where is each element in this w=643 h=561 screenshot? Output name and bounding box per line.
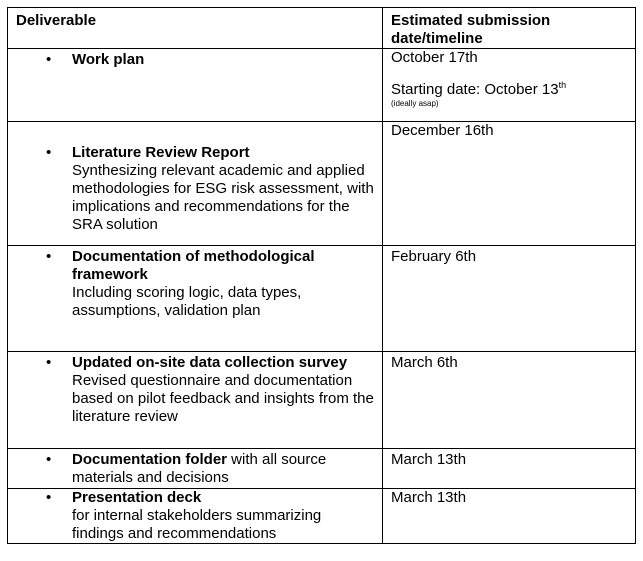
- header-timeline: Estimated submission date/timeline: [383, 8, 636, 49]
- date-cell: [383, 449, 636, 489]
- table-row: [8, 489, 636, 544]
- deliverable-cell: [8, 122, 383, 246]
- deliverable-cell: [8, 352, 383, 449]
- deliverable-date: March 13th: [391, 489, 467, 506]
- bullet-icon: •: [46, 248, 52, 265]
- table-row: [8, 246, 636, 352]
- deliverable-date: October 17th: [391, 49, 478, 66]
- bullet-icon: •: [46, 489, 52, 506]
- deliverable-description: Synthesizing relevant academic and applied methodologies for ESG risk assessment, with implications and recommendations for the SRA solution: [72, 162, 374, 233]
- bullet-icon: •: [46, 354, 52, 371]
- date-cell: [383, 489, 636, 544]
- deliverable-title: Updated on-site data collection survey: [72, 354, 348, 371]
- bullet-icon: •: [46, 51, 52, 68]
- deliverable-cell: [8, 246, 383, 352]
- deliverable-cell: [8, 49, 383, 122]
- deliverable-title: Documentation of methodological framework: [72, 248, 315, 283]
- deliverable-description: Revised questionnaire and documentation based on pilot feedback and insights from the literature review: [72, 372, 374, 425]
- deliverable-title: Documentation folder: [72, 451, 228, 468]
- date-cell: [383, 352, 636, 449]
- table-row: [8, 352, 636, 449]
- table-row: [8, 49, 636, 122]
- table-row: [8, 449, 636, 489]
- bullet-icon: •: [46, 451, 52, 468]
- table-header-row: [8, 8, 636, 49]
- deliverable-title: Presentation deck: [72, 489, 202, 506]
- header-deliverable: Deliverable: [8, 8, 383, 49]
- start-date-label: Starting date: October 13: [391, 81, 559, 98]
- date-cell: [383, 122, 636, 246]
- deliverable-cell: [8, 489, 383, 544]
- bullet-icon: •: [46, 144, 52, 161]
- deliverable-date: February 6th: [391, 248, 477, 265]
- deliverable-title: Work plan: [72, 51, 145, 68]
- deliverable-cell: [8, 449, 383, 489]
- date-cell: [383, 49, 636, 122]
- deliverables-table: [7, 7, 636, 544]
- start-date-note: (ideally asap): [391, 99, 439, 108]
- deliverable-title: Literature Review Report: [72, 144, 250, 161]
- deliverable-date: December 16th: [391, 122, 494, 139]
- deliverable-date: March 6th: [391, 354, 458, 371]
- deliverable-description: for internal stakeholders summarizing findings and recommendations: [72, 507, 322, 542]
- date-cell: [383, 246, 636, 352]
- deliverable-description: Including scoring logic, data types, assumptions, validation plan: [72, 284, 302, 319]
- table-row: [8, 122, 636, 246]
- start-date-sup: th: [558, 80, 567, 90]
- deliverable-title-suffix: with all source materials and decisions: [72, 451, 327, 486]
- deliverable-date: March 13th: [391, 451, 467, 468]
